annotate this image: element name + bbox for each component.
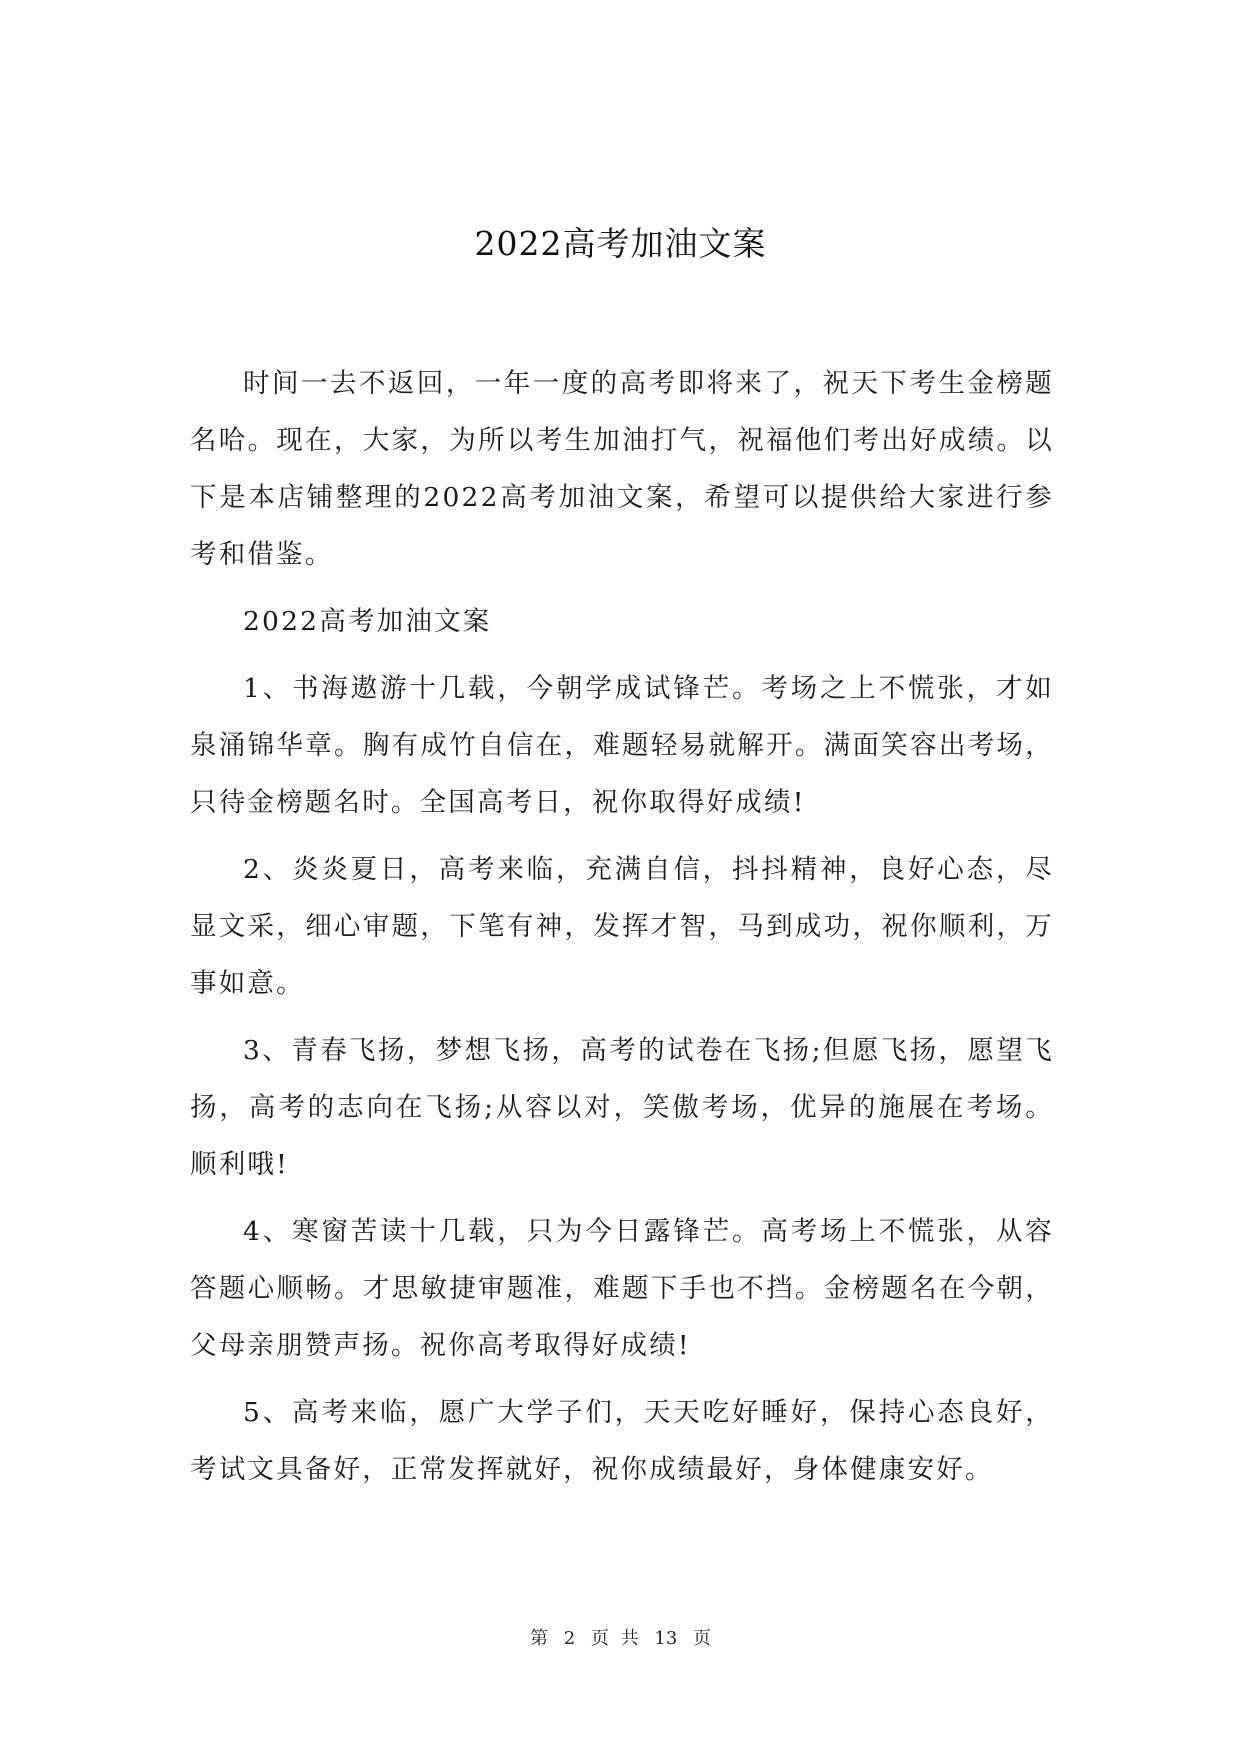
- list-item: 5、高考来临，愿广大学子们，天天吃好睡好，保持心态良好，考试文具备好，正常发挥就好，祝你成绩最好，身体健康安好。: [190, 1397, 1054, 1485]
- document-body: [190, 355, 1054, 1508]
- intro-paragraph: 时间一去不返回，一年一度的高考即将来了，祝天下考生金榜题名哈。现在，大家，为所以考生加油打气，祝福他们考出好成绩。以下是本店铺整理的2022高考加油文案，希望可以提供给大家进行参考和借鉴。: [190, 368, 1054, 570]
- page-number-footer: [0, 1627, 1241, 1651]
- footer-prefix: 第: [529, 1628, 548, 1649]
- footer-middle: 页 共: [590, 1628, 639, 1649]
- total-page-count: 13: [654, 1628, 678, 1649]
- current-page-number: 2: [563, 1628, 576, 1649]
- list-item: 4、寒窗苦读十几载，只为今日露锋芒。高考场上不慌张，从容答题心顺畅。才思敏捷审题准，难题下手也不挡。金榜题名在今朝，父母亲朋赞声扬。祝你高考取得好成绩!: [190, 1216, 1054, 1361]
- section-subheading: 2022高考加油文案: [243, 606, 492, 637]
- page-title: 2022高考加油文案: [474, 224, 767, 263]
- footer-suffix: 页: [693, 1628, 712, 1649]
- list-item: 2、炎炎夏日，高考来临，充满自信，抖抖精神，良好心态，尽显文采，细心审题，下笔有神，发挥才智，马到成功，祝你顺利，万事如意。: [190, 854, 1054, 999]
- list-item: 1、书海遨游十几载，今朝学成试锋芒。考场之上不慌张，才如泉涌锦华章。胸有成竹自信在，难题轻易就解开。满面笑容出考场，只待金榜题名时。全国高考日，祝你取得好成绩!: [190, 673, 1054, 818]
- list-item: 3、青春飞扬，梦想飞扬，高考的试卷在飞扬;但愿飞扬，愿望飞扬，高考的志向在飞扬;从容以对，笑傲考场，优异的施展在考场。顺利哦!: [190, 1035, 1054, 1180]
